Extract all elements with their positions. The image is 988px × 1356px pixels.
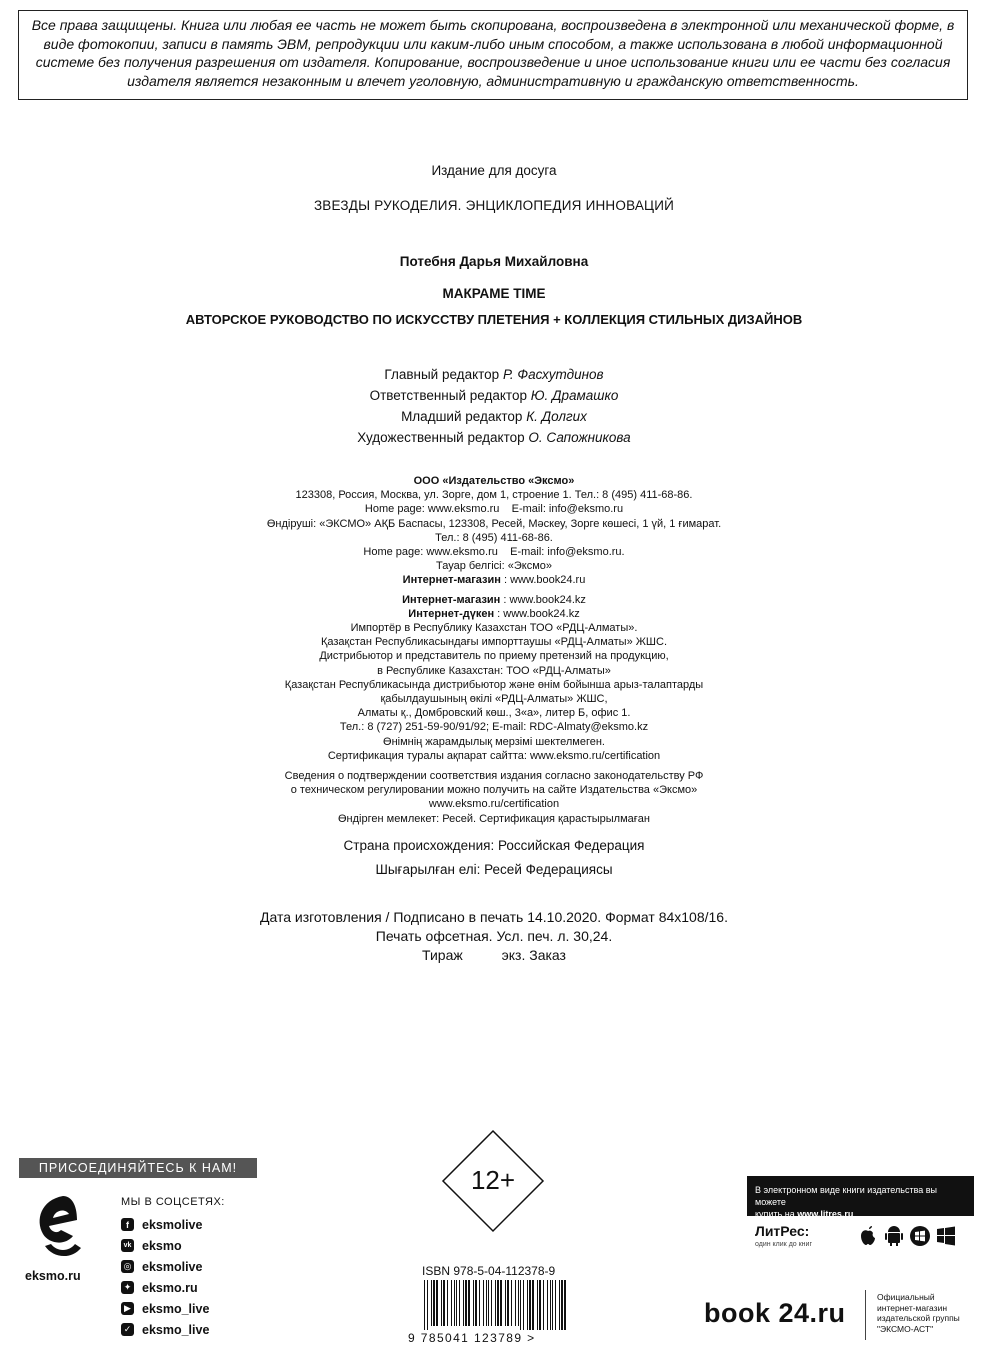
barcode-bar [497, 1280, 499, 1326]
kz-manufacturer: Өндіруші: «ЭКСМО» АҚБ Баспасы, 123308, Ресей, Мәскеу, Зорге көшесі, 1 үй, 1 ғимарат. [266, 517, 722, 530]
barcode-bar [564, 1280, 566, 1330]
vk-icon: vk [121, 1239, 134, 1252]
book24-description: Официальный интернет-магазин издательской группы "ЭКСМО-АСТ" [877, 1292, 960, 1334]
book-subtitle: АВТОРСКОЕ РУКОВОДСТВО ПО ИСКУССТВУ ПЛЕТЕНИЯ + КОЛЛЕКЦИЯ СТИЛЬНЫХ ДИЗАЙНОВ [185, 312, 803, 327]
editor-line: Ответственный редактор Ю. Драмашко [369, 388, 619, 403]
kz-line: Қазақстан Республикасында дистрибьютор және өнім бойынша арыз-талаптарды [284, 678, 704, 691]
social-link-instagram[interactable]: ◎ eksmolive [121, 1256, 209, 1277]
barcode-bar [443, 1280, 445, 1326]
author-name: Потебня Дарья Михайловна [399, 254, 589, 269]
barcode-bar [500, 1280, 502, 1326]
barcode-bar [555, 1280, 556, 1330]
litres-logo: ЛитРес: [755, 1223, 810, 1239]
book24-logo[interactable]: book 24.ru [704, 1298, 846, 1328]
barcode-bar [529, 1280, 531, 1330]
barcode [422, 1280, 572, 1330]
barcode-bar [436, 1280, 438, 1326]
platform-icons [857, 1225, 957, 1247]
publisher-address: 123308, Россия, Москва, ул. Зорге, дом 1, строение 1. Тел.: 8 (495) 411-68-86. [295, 489, 693, 502]
kz-line: Дистрибьютор и представитель по приему претензий на продукцию, [319, 650, 669, 663]
join-us-banner: ПРИСОЕДИНЯЙТЕСЬ К НАМ! [19, 1158, 257, 1178]
youtube-icon: ▶ [121, 1302, 134, 1315]
barcode-bar [465, 1280, 467, 1326]
barcode-bar [547, 1280, 548, 1330]
print-info [0, 908, 988, 965]
barcode-bar [520, 1280, 521, 1330]
shop-kz2: Интернет-дүкен : www.book24.kz [408, 607, 580, 620]
social-link-twitter[interactable]: ✓ eksmo_live [121, 1319, 209, 1340]
barcode-bar [488, 1280, 489, 1326]
windows-phone-icon [909, 1225, 931, 1247]
divider [865, 1290, 866, 1340]
trademark: Тауар белгісі: «Эксмо» [435, 560, 552, 573]
barcode-bar [561, 1280, 563, 1330]
editors-block [0, 364, 988, 448]
barcode-bar [441, 1280, 442, 1326]
barcode-bar [483, 1280, 484, 1326]
barcode-bar [559, 1280, 560, 1330]
kz-phone: Тел.: 8 (495) 411-68-86. [435, 531, 553, 544]
barcode-bar [505, 1280, 506, 1326]
kz-line: Тел.: 8 (727) 251-59-90/91/92; E-mail: RDC-Almaty@eksmo.kz [339, 721, 649, 734]
kz-line: в Республике Казахстан: ТОО «РДЦ-Алматы» [377, 664, 611, 677]
barcode-bar [468, 1280, 470, 1326]
barcode-bar [475, 1280, 477, 1326]
eksmo-logo-icon [25, 1190, 91, 1262]
kz-web: Home page: www.eksmo.ru E-mail: info@eksmo.ru. [363, 546, 625, 559]
publisher-web: Home page: www.eksmo.ru E-mail: info@eksmo.ru [364, 503, 624, 516]
barcode-bar [507, 1280, 509, 1326]
barcode-digits: 9 785041 123789 > [408, 1331, 536, 1345]
copyright-notice: Все права защищены. Книга или любая ее часть не может быть скопирована, воспроизведена в электронной или механической форме, в виде фотокопии, записи в память ЭВМ, репродукции или каким-либо иным способом, а также использована в любой информационной системе без получения разрешения от издателя. Копирование, воспроизведение и иное использование книги или ее части без согласия издателя является незаконным и влечет уголовную, административную и гражданскую ответственность. [18, 10, 968, 100]
edition-type: Издание для досуга [431, 163, 557, 178]
barcode-bar [451, 1280, 452, 1326]
barcode-bar [523, 1280, 524, 1330]
cert-line: www.eksmo.ru/certification [428, 798, 560, 811]
series-title: ЗВЕЗДЫ РУКОДЕЛИЯ. ЭНЦИКЛОПЕДИЯ ИННОВАЦИЙ [313, 198, 675, 213]
kz-line: қабылдаушының өкілі «РДЦ-Алматы» ЖШС, [380, 693, 608, 706]
publisher-name: ООО «Издательство «Эксмо» [413, 475, 575, 487]
android-icon [883, 1225, 905, 1247]
barcode-bar [491, 1280, 492, 1326]
origin-kz: Шығарылған елі: Ресей Федерациясы [375, 862, 613, 877]
kz-line: Импортёр в Республику Казахстан ТОО «РДЦ-Алматы». [350, 622, 638, 635]
editor-line: Младший редактор К. Долгих [401, 409, 587, 424]
print-line: Печать офсетная. Усл. печ. л. 30,24. [375, 928, 613, 944]
litres-slogan: один клик до книг [755, 1241, 813, 1248]
cert-line: о техническом регулировании можно получить на сайте Издательства «Эксмо» [290, 784, 698, 797]
barcode-bar [427, 1280, 428, 1330]
shop-kz: Интернет-магазин : www.book24.kz [402, 593, 586, 606]
barcode-bar [543, 1280, 544, 1330]
barcode-bar [473, 1280, 474, 1326]
imprint-block [0, 474, 988, 826]
kz-line: Алматы қ., Домбровский көш., 3«а», литер Б, офис 1. [357, 707, 631, 720]
barcode-bar [495, 1280, 496, 1326]
kz-line: Сертификация туралы ақпарат сайтта: www.eksmo.ru/certification [327, 749, 661, 762]
isbn: ISBN 978-5-04-112378-9 [422, 1264, 556, 1278]
apple-icon [857, 1225, 879, 1247]
barcode-bar [431, 1280, 432, 1326]
barcode-bar [454, 1280, 455, 1326]
barcode-bar [550, 1280, 551, 1330]
facebook-icon: f [121, 1218, 134, 1231]
barcode-bar [424, 1280, 425, 1330]
barcode-bar [433, 1280, 435, 1326]
social-link-ok[interactable]: ✦ eksmo.ru [121, 1277, 209, 1298]
age-rating: 12+ [470, 1165, 516, 1195]
litres-banner[interactable]: В электронном виде книги издательства вы можете купить на www.litres.ru [747, 1176, 974, 1216]
social-link-youtube[interactable]: ▶ eksmo_live [121, 1298, 209, 1319]
book-title: МАКРАМЕ TIME [442, 286, 546, 301]
eksmo-site[interactable]: eksmo.ru [25, 1269, 81, 1283]
barcode-bar [447, 1280, 448, 1326]
kz-line: Өнімнің жарамдылық мерзімі шектелмеген. [383, 735, 605, 748]
barcode-bar [459, 1280, 460, 1326]
ok-icon: ✦ [121, 1281, 134, 1294]
barcode-bar [486, 1280, 487, 1326]
twitter-icon: ✓ [121, 1323, 134, 1336]
barcode-bar [479, 1280, 480, 1326]
barcode-bar [515, 1280, 516, 1326]
cert-line: Өндірген мемлекет: Ресей. Сертификация қарастырылмаған [338, 812, 650, 825]
print-line: Тираж экз. Заказ [422, 947, 566, 963]
barcode-bar [456, 1280, 457, 1326]
windows-icon [935, 1225, 957, 1247]
social-link-facebook[interactable]: f eksmolive [121, 1214, 209, 1235]
barcode-bar [511, 1280, 512, 1326]
social-list [121, 1214, 209, 1340]
print-line: Дата изготовления / Подписано в печать 14.10.2020. Формат 84x108/16. [260, 909, 728, 925]
editor-line: Художественный редактор О. Сапожникова [357, 430, 631, 445]
barcode-bar [463, 1280, 464, 1326]
barcode-bar [539, 1280, 541, 1330]
editor-line: Главный редактор Р. Фасхутдинов [384, 367, 604, 382]
barcode-bar [527, 1280, 528, 1330]
social-link-vk[interactable]: vk eksmo [121, 1235, 209, 1256]
shop-ru: Интернет-магазин : www.book24.ru [402, 574, 586, 587]
age-rating-badge [441, 1129, 545, 1233]
barcode-bar [537, 1280, 538, 1330]
kz-line: Қазақстан Республикасындағы импорттаушы «РДЦ-Алматы» ЖШС. [320, 636, 668, 649]
barcode-bar [552, 1280, 553, 1330]
barcode-bar [532, 1280, 534, 1330]
cert-line: Сведения о подтверждении соответствия издания согласно законодательству РФ [284, 770, 704, 783]
barcode-bar [518, 1280, 519, 1326]
instagram-icon: ◎ [121, 1260, 134, 1273]
social-label: МЫ В СОЦСЕТЯХ: [121, 1196, 225, 1208]
origin-ru: Страна происхождения: Российская Федерация [343, 838, 645, 853]
